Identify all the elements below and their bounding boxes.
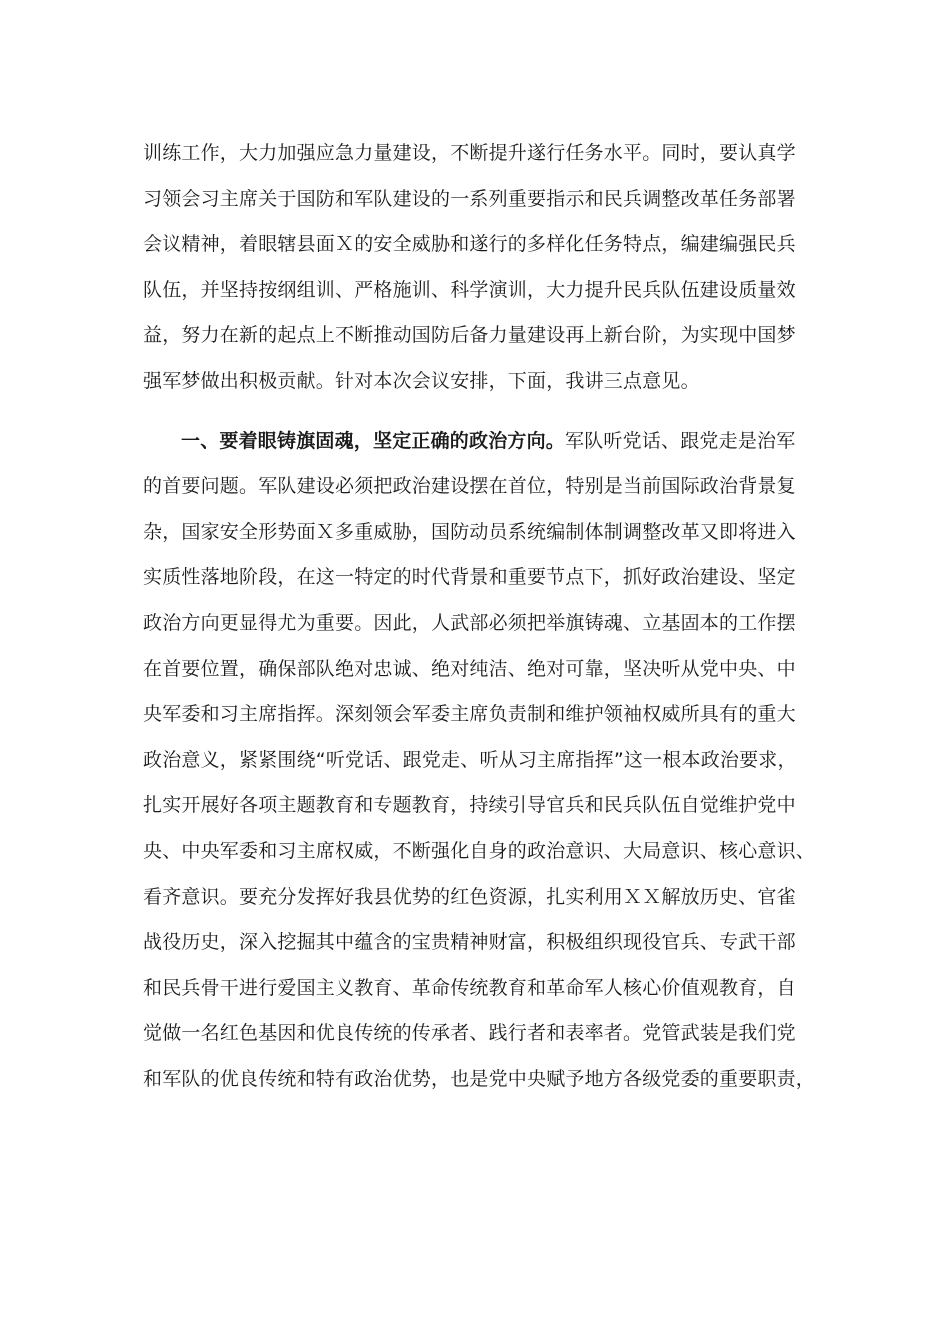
text-line: 觉做一名红色基因和优良传统的传承者、践行者和表率者。党管武装是我们党 <box>143 1022 796 1045</box>
text-line: 政治方向更显得尤为重要。因此，人武部必须把举旗铸魂、立基固本的工作摆 <box>143 611 796 634</box>
text-line: 扎实开展好各项主题教育和专题教育，持续引导官兵和民兵队伍自觉维护党中 <box>143 794 796 817</box>
section-heading: 一、要着眼铸旗固魂，坚定正确的政治方向。 <box>181 429 566 452</box>
text-line: 和民兵骨干进行爱国主义教育、革命传统教育和革命军人核心价值观教育，自 <box>143 976 796 999</box>
text-line: 强军梦做出积极贡献。针对本次会议安排，下面，我讲三点意见。 <box>143 369 700 392</box>
text-run: 军队听党话、跟党走是治军 <box>565 429 796 452</box>
text-line: 在首要位置，确保部队绝对忠诚、绝对纯洁、绝对可靠，坚决听从党中央、中 <box>143 657 796 680</box>
text-line: 战役历史，深入挖掘其中蕴含的宝贵精神财富，积极组织现役官兵、专武干部 <box>143 931 796 954</box>
text-line: 杂，国家安全形势面Ｘ多重威胁，国防动员系统编制体制调整改革又即将进入 <box>143 520 796 543</box>
text-line: 央、中央军委和习主席权威，不断强化自身的政治意识、大局意识、核心意识、 <box>143 839 816 862</box>
section-heading-line <box>143 419 807 465</box>
text-line: 的首要问题。军队建设必须把政治建设摆在首位，特别是当前国际政治背景复 <box>143 475 796 498</box>
text-line: 和军队的优良传统和特有政治优势，也是党中央赋予地方各级党委的重要职责， <box>143 1067 816 1090</box>
paragraph-2 <box>143 419 816 1103</box>
paragraph-spacer <box>143 405 807 419</box>
text-line: 央军委和习主席指挥。深刻领会军委主席负责制和维护领袖权威所具有的重大 <box>143 703 796 726</box>
text-line: 会议精神，着眼辖县面Ｘ的安全威胁和遂行的多样化任务特点，编建编强民兵 <box>143 233 796 256</box>
text-line: 习领会习主席关于国防和军队建设的一系列重要指示和民兵调整改革任务部署 <box>143 187 796 210</box>
text-line: 看齐意识。要充分发挥好我县优势的红色资源，扎实利用ＸＸ解放历史、官雀 <box>143 885 796 908</box>
text-line: 训练工作，大力加强应急力量建设，不断提升遂行任务水平。同时，要认真学 <box>143 142 796 164</box>
text-line: 队伍，并坚持按纲组训、严格施训、科学演训，大力提升民兵队伍建设质量效 <box>143 278 796 301</box>
document-body <box>143 131 816 1102</box>
text-line: 益，努力在新的起点上不断推动国防后备力量建设再上新台阶，为实现中国梦 <box>143 324 796 347</box>
paragraph-1 <box>143 131 807 405</box>
text-line: 实质性落地阶段，在这一特定的时代背景和重要节点下，抓好政治建设、坚定 <box>143 566 796 589</box>
text-line: 政治意义，紧紧围绕“听党话、跟党走、听从习主席指挥”这一根本政治要求， <box>143 748 797 771</box>
